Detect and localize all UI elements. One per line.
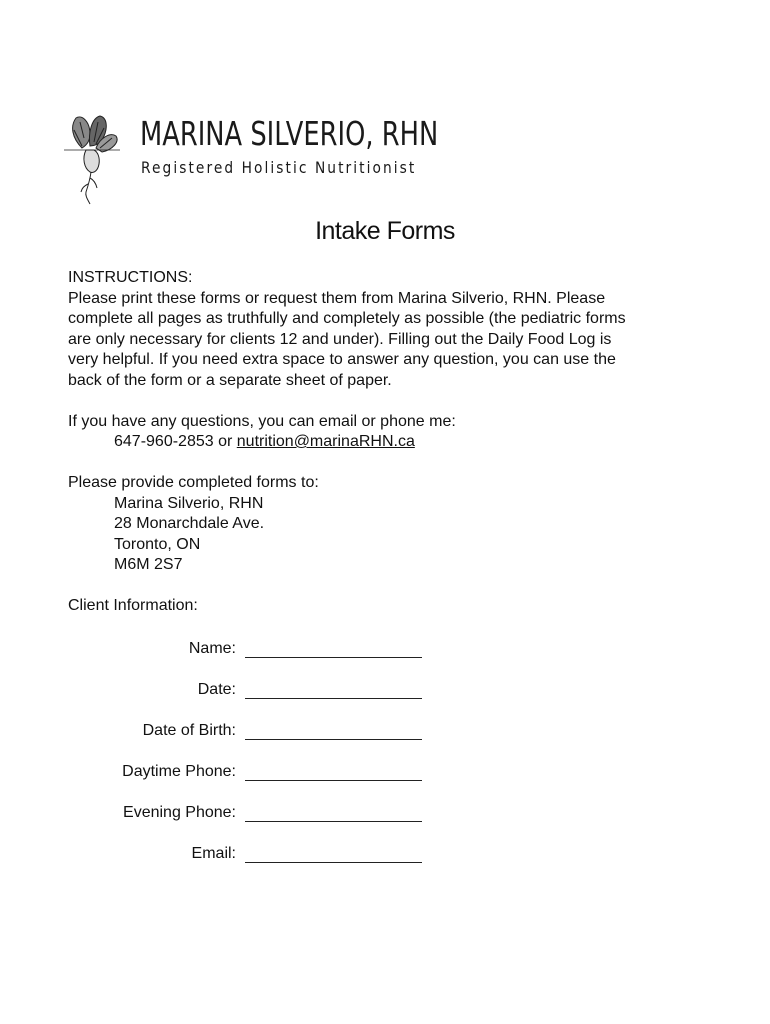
logo-name: MARINA SILVERIO, RHN <box>140 114 439 153</box>
instructions-line: are only necessary for clients 12 and under). Filling out the Daily Food Log is <box>68 330 612 348</box>
address-line: Toronto, ON <box>114 535 201 553</box>
instructions-line: Please print these forms or request them from Marina Silverio, RHN. Please <box>68 289 606 307</box>
evening-phone-label: Evening Phone: <box>123 804 236 821</box>
instructions-heading: INSTRUCTIONS: <box>68 269 193 286</box>
date-field[interactable] <box>68 681 468 703</box>
evening-phone-field[interactable] <box>68 804 468 826</box>
daytime-phone-field[interactable] <box>68 763 468 785</box>
email-field[interactable] <box>68 845 468 867</box>
address-line: M6M 2S7 <box>114 556 183 573</box>
email-input-line[interactable] <box>245 862 422 863</box>
radish-illustration-icon <box>60 108 140 208</box>
daytime-phone-label: Daytime Phone: <box>122 763 236 780</box>
date-input-line[interactable] <box>245 698 422 699</box>
contact-line <box>68 432 708 453</box>
page-title <box>0 217 770 246</box>
email-label: Email: <box>191 845 236 862</box>
logo-subtitle: Registered Holistic Nutritionist <box>141 158 417 177</box>
instructions-line: very helpful. If you need extra space to answer any question, you can use the <box>68 351 616 368</box>
date-of-birth-field[interactable] <box>68 722 468 744</box>
instructions-line: complete all pages as truthfully and completely as possible (the pediatric forms <box>68 310 626 327</box>
name-label: Name: <box>188 640 236 657</box>
contact-email-link[interactable]: nutrition@marinaRHN.ca <box>236 433 415 450</box>
instructions-section <box>68 268 708 617</box>
client-info-heading: Client Information: <box>68 597 198 614</box>
logo <box>60 108 440 208</box>
contact-connector: or <box>213 433 237 450</box>
address-line: 28 Monarchdale Ave. <box>114 515 265 532</box>
contact-phone: 647-960-2853 <box>114 433 214 450</box>
page-title-text: Intake Forms <box>315 217 455 245</box>
name-input-line[interactable] <box>245 657 422 658</box>
contact-heading: If you have any questions, you can email or phone me: <box>68 412 456 430</box>
address-heading: Please provide completed forms to: <box>68 474 319 491</box>
instructions-line: back of the form or a separate sheet of paper. <box>68 371 392 389</box>
daytime-phone-input-line[interactable] <box>245 780 422 781</box>
name-field[interactable] <box>68 640 468 662</box>
evening-phone-input-line[interactable] <box>245 821 422 822</box>
date-label: Date: <box>197 681 236 698</box>
date-of-birth-label: Date of Birth: <box>142 722 236 739</box>
date-of-birth-input-line[interactable] <box>245 739 422 740</box>
address-line: Marina Silverio, RHN <box>114 494 264 512</box>
